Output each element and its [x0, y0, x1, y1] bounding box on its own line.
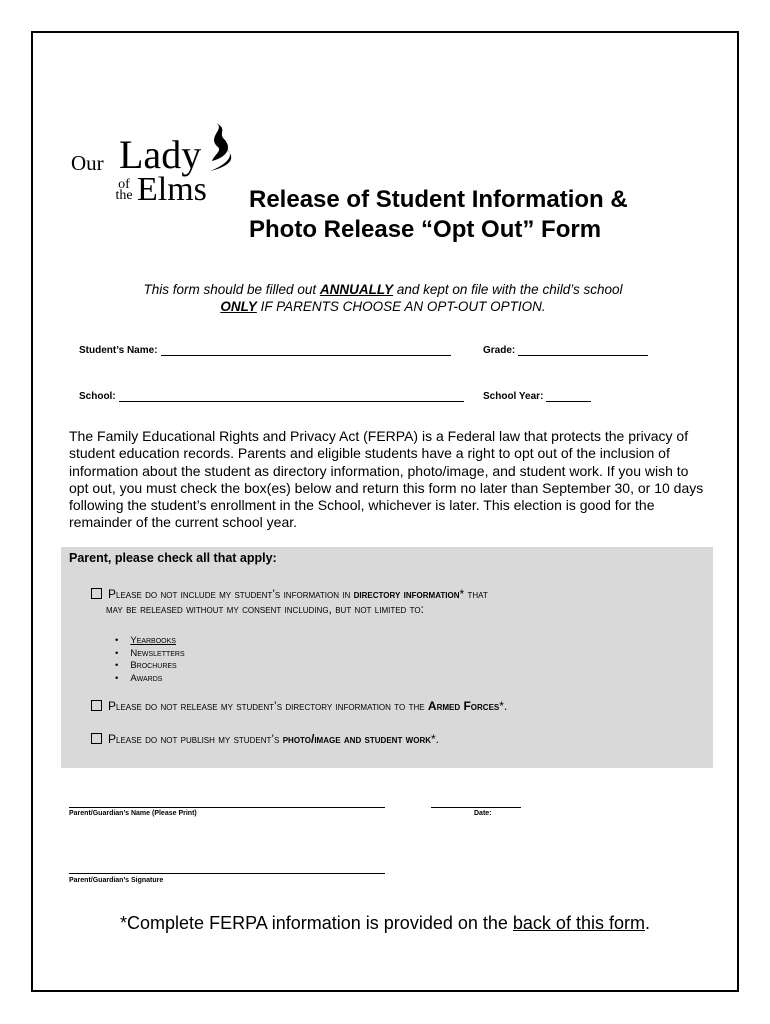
date-line[interactable]: [431, 807, 521, 808]
guardian-signature-label: Parent/Guardian’s Signature: [69, 877, 164, 884]
directory-option-continued: may be released without my consent including, but not limited to:: [106, 602, 424, 616]
bullet-yearbooks: • Yearbooks: [115, 635, 185, 648]
opt-out-options-box: [61, 547, 713, 768]
grade-line[interactable]: [518, 345, 648, 356]
school-year-field[interactable]: [483, 391, 591, 402]
form-title-line-2: Photo Release “Opt Out” Form: [249, 216, 602, 243]
form-page: [31, 31, 739, 992]
options-heading: Parent, please check all that apply:: [69, 551, 277, 565]
opt-out-armed-forces-option[interactable]: Please do not release my student’s directory information to the Armed Forces*.: [91, 699, 507, 714]
back-of-form-link: back of this form: [512, 913, 645, 933]
flame-icon: [202, 121, 238, 173]
our-lady-of-the-elms-logo: [71, 121, 261, 251]
bullet-newsletters: • Newsletters: [115, 648, 185, 661]
date-label: Date:: [474, 810, 492, 817]
school-year-line[interactable]: [546, 391, 591, 402]
grade-label: Grade:: [483, 345, 516, 356]
student-name-line[interactable]: [161, 345, 451, 356]
intro-instructions: This form should be filled out ANNUALLY and kept on file with the child’s school ONLY IF PARENTS CHOOSE AN OPT-OUT OPTION.: [143, 282, 623, 314]
grade-field[interactable]: [483, 345, 648, 356]
ferpa-paragraph: The Family Educational Rights and Privacy Act (FERPA) is a Federal law that protects the privacy of student education records. Parents and eligible students have a right to opt out of the inclusion of information about the student as directory information, photo/image, and student work. If you wish to opt out, you must check the box(es) below and return this form no later than September 30, or 10 days following the student’s enrollment in the School, whichever is later. This election is good for the remainder of the current school year.: [69, 428, 704, 531]
bullet-brochures: • Brochures: [115, 660, 185, 673]
school-line[interactable]: [119, 391, 464, 402]
directory-checkbox[interactable]: [91, 588, 102, 599]
logo-text-our: Our: [71, 151, 104, 175]
bullet-awards: • Awards: [115, 673, 185, 686]
school-label: School:: [79, 391, 116, 402]
logo-text-lady: Lady: [119, 132, 202, 177]
directory-bullet-list: [115, 635, 185, 685]
armed-forces-checkbox[interactable]: [91, 700, 102, 711]
photo-checkbox[interactable]: [91, 733, 102, 744]
school-year-label: School Year:: [483, 391, 544, 402]
guardian-name-line[interactable]: [69, 807, 385, 808]
form-title: [249, 185, 709, 245]
logo-text-of-the: of the: [115, 177, 133, 203]
school-field[interactable]: [79, 391, 464, 402]
student-name-label: Student’s Name:: [79, 345, 158, 356]
student-name-field[interactable]: [79, 345, 451, 356]
form-title-line-1: Release of Student Information &: [249, 186, 628, 213]
opt-out-directory-option[interactable]: Please do not include my student’s information in directory information* that may be released without my consent including, but not limited to:: [91, 587, 488, 617]
logo-text-elms: Elms: [137, 171, 207, 208]
ferpa-footer-note: *Complete FERPA information is provided on the back of this form.: [120, 913, 650, 933]
opt-out-photo-option[interactable]: Please do not publish my student’s photo/image and student work*.: [91, 732, 439, 747]
guardian-signature-line[interactable]: [69, 873, 385, 874]
guardian-name-label: Parent/Guardian’s Name (Please Print): [69, 810, 197, 817]
